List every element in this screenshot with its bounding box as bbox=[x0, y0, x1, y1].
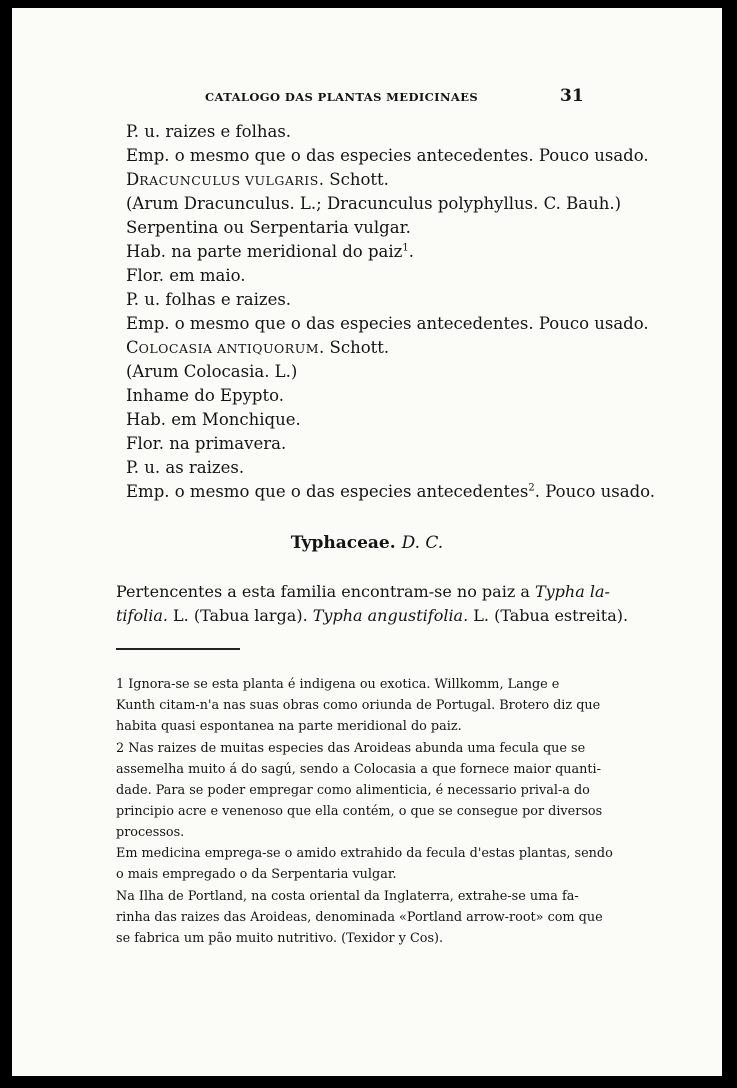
footnote-line: Kunth citam-n'a nas suas obras como oriunda de Portugal. Brotero diz que bbox=[116, 698, 601, 713]
entry-line: (Arum Dracunculus. L.; Dracunculus polyphyllus. C. Bauh.) bbox=[126, 194, 622, 213]
page-header bbox=[12, 86, 722, 114]
entry-line: Flor. na primavera. bbox=[126, 434, 287, 453]
footnote-divider bbox=[116, 648, 240, 650]
footnote-line: 1 Ignora-se se esta planta é indigena ou exotica. Willkomm, Lange e bbox=[116, 677, 560, 692]
footnote-line: o mais empregado o da Serpentaria vulgar. bbox=[116, 867, 397, 882]
entry-line: Emp. o mesmo que o das especies antecedentes. Pouco usado. bbox=[126, 314, 649, 333]
entry-line: Inhame do Epypto. bbox=[126, 386, 285, 405]
footnote-line: principio acre e venenoso que ella contém, o que se consegue por diversos bbox=[116, 804, 603, 819]
paragraph-line: Pertencentes a esta familia encontram-se no paiz a Typha la- bbox=[116, 582, 610, 601]
entry-line: Hab. em Monchique. bbox=[126, 410, 301, 429]
entry-line: Emp. o mesmo que o das especies antecedentes. Pouco usado. bbox=[126, 146, 649, 165]
entry-line: Hab. na parte meridional do paiz$^1$. bbox=[126, 242, 414, 261]
footnote-line: assemelha muito á do sagú, sendo a Colocasia a que fornece maior quanti- bbox=[116, 762, 601, 777]
page-number: 31 bbox=[560, 86, 584, 106]
entry-line: P. u. raizes e folhas. bbox=[126, 122, 292, 141]
entry-line: Emp. o mesmo que o das especies antecedentes$^2$. Pouco usado. bbox=[126, 482, 656, 501]
running-title: CATALOGO DAS PLANTAS MEDICINAES bbox=[205, 90, 479, 104]
species-heading: COLOCASIA ANTIQUORUM. Schott. bbox=[126, 338, 390, 357]
entry-line: P. u. folhas e raizes. bbox=[126, 290, 292, 309]
footnote-line: rinha das raizes das Aroideas, denominada «Portland arrow-root» com que bbox=[116, 910, 603, 925]
paragraph-line: tifolia. L. (Tabua larga). Typha angustifolia. L. (Tabua estreita). bbox=[116, 606, 629, 625]
entry-line: P. u. as raizes. bbox=[126, 458, 245, 477]
footnote-ref: 2 bbox=[528, 482, 535, 494]
footnote-line: dade. Para se poder empregar como alimenticia, é necessario prival-a do bbox=[116, 783, 590, 798]
footnote-ref: 1 bbox=[402, 242, 409, 254]
entry-line: Flor. em maio. bbox=[126, 266, 246, 285]
species-heading: DRACUNCULUS VULGARIS. Schott. bbox=[126, 170, 389, 189]
entry-line: Serpentina ou Serpentaria vulgar. bbox=[126, 218, 411, 237]
book-page bbox=[12, 8, 722, 1076]
footnote-line: Em medicina emprega-se o amido extrahido da fecula d'estas plantas, sendo bbox=[116, 846, 613, 861]
footnote-line: 2 Nas raizes de muitas especies das Aroideas abunda uma fecula que se bbox=[116, 741, 586, 756]
family-heading: Typhaceae. D. C. bbox=[290, 533, 444, 553]
footnote-line: processos. bbox=[116, 825, 185, 840]
footnote-line: se fabrica um pão muito nutritivo. (Texidor y Cos). bbox=[116, 931, 444, 946]
entry-line: (Arum Colocasia. L.) bbox=[126, 362, 298, 381]
footnote-line: habita quasi espontanea na parte meridional do paiz. bbox=[116, 719, 462, 734]
footnote-line: Na Ilha de Portland, na costa oriental da Inglaterra, extrahe-se uma fa- bbox=[116, 889, 579, 904]
